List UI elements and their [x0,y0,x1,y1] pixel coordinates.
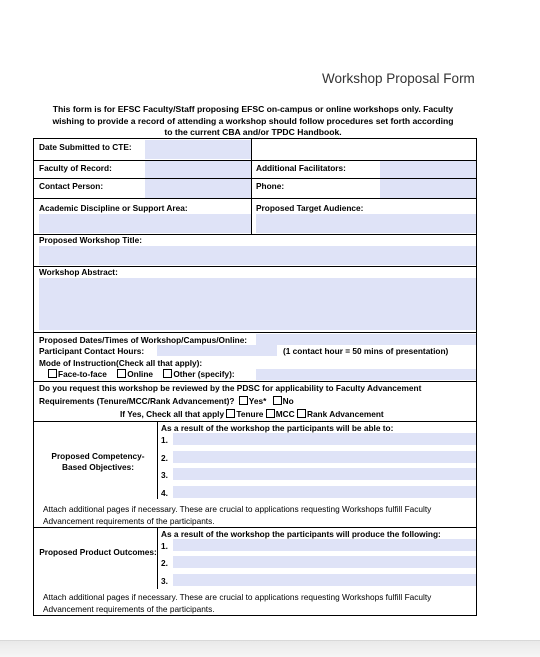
tenure-checkbox[interactable] [226,409,235,418]
contact-person-label: Contact Person: [39,181,104,191]
other-label: Other (specify): [173,369,235,379]
objective-number-1: 1. [161,435,168,445]
outcome-field-1[interactable] [173,539,476,551]
academic-discipline-field[interactable] [39,214,251,233]
contact-hours-label: Participant Contact Hours: [39,346,145,356]
other-checkbox[interactable] [163,369,172,378]
face-to-face-checkbox[interactable] [48,369,57,378]
additional-facilitators-field[interactable] [380,161,476,178]
pdsc-no-label: No [282,396,294,406]
objective-number-4: 4. [161,488,168,498]
online-label: Online [127,369,154,379]
pdsc-if-yes-label: If Yes, Check all that apply [120,409,225,419]
outcome-field-3[interactable] [173,574,476,586]
mode-options [48,369,235,379]
rank-advancement-checkbox[interactable] [297,409,306,418]
faculty-of-record-field[interactable] [145,161,251,178]
competency-attach-line-2: Advancement requirements of the participants. [43,516,215,526]
face-to-face-label: Face-to-face [58,369,107,379]
phone-label: Phone: [256,181,285,191]
intro-line-2: wishing to provide a record of attending a workshop should follow procedures set forth according [52,115,454,126]
objective-field-3[interactable] [173,468,476,480]
pdsc-yes-checkbox[interactable] [239,396,248,405]
outcomes-header: As a result of the workshop the participants will produce the following: [161,529,441,539]
workshop-abstract-field[interactable] [39,278,476,330]
objective-number-2: 2. [161,453,168,463]
pdsc-question-text: Requirements (Tenure/MCC/Rank Advancement)? [39,396,235,406]
workshop-title-label: Proposed Workshop Title: [39,235,142,245]
competency-header: As a result of the workshop the participants will be able to: [161,423,394,433]
outcome-number-3: 3. [161,576,168,586]
page-bottom-edge [0,640,540,657]
intro-line-1: This form is for EFSC Faculty/Staff proposing EFSC on-campus or online workshops only. Faculty [52,104,454,114]
target-audience-field[interactable] [256,214,476,233]
proposal-form-table [33,138,477,616]
intro-text [28,104,478,139]
dates-times-label: Proposed Dates/Times of Workshop/Campus/Online: [39,335,248,345]
outcomes-attach-line-2: Advancement requirements of the participants. [43,604,215,614]
objective-field-4[interactable] [173,486,476,498]
objective-field-1[interactable] [173,433,476,445]
mode-of-instruction-label: Mode of Instruction(Check all that apply): [39,358,203,368]
mcc-checkbox[interactable] [266,409,275,418]
intro-line-3: to the current CBA and/or TPDC Handbook. [164,127,342,138]
other-specify-field[interactable] [256,369,476,380]
workshop-abstract-label: Workshop Abstract: [39,267,118,277]
contact-person-field[interactable] [145,179,251,198]
faculty-of-record-label: Faculty of Record: [39,163,112,173]
additional-facilitators-label: Additional Facilitators: [256,163,346,173]
mcc-label: MCC [275,409,295,419]
outcomes-label: Proposed Product Outcomes: [39,547,157,557]
phone-field[interactable] [380,179,476,198]
outcome-field-2[interactable] [173,556,476,568]
pdsc-question-line-1: Do you request this workshop be reviewed by the PDSC for applicability to Faculty Advancement [39,383,422,393]
outcomes-attach-line-1: Attach additional pages if necessary. These are crucial to applications requesting Workshops fulfill Faculty [43,592,432,602]
objective-field-2[interactable] [173,451,476,463]
outcome-number-1: 1. [161,541,168,551]
date-submitted-label: Date Submitted to CTE: [39,142,132,152]
date-submitted-field[interactable] [145,140,251,159]
competency-attach-line-1: Attach additional pages if necessary. These are crucial to applications requesting Workshops fulfill Faculty [43,504,432,514]
pdsc-if-yes-row [120,409,384,419]
tenure-label: Tenure [236,409,264,419]
target-audience-label: Proposed Target Audience: [256,203,364,213]
contact-hours-note: (1 contact hour = 50 mins of presentation) [283,346,449,356]
competency-label: Proposed Competency-Based Objectives: [51,451,145,472]
dates-times-field[interactable] [256,334,476,345]
academic-discipline-label: Academic Discipline or Support Area: [39,203,188,213]
rank-advancement-label: Rank Advancement [306,409,384,419]
online-checkbox[interactable] [117,369,126,378]
objective-number-3: 3. [161,470,168,480]
workshop-title-field[interactable] [39,246,476,265]
contact-hours-field[interactable] [157,345,277,356]
pdsc-no-checkbox[interactable] [273,396,282,405]
outcome-number-2: 2. [161,558,168,568]
pdsc-question-line-2 [39,396,294,406]
form-title: Workshop Proposal Form [322,71,475,86]
pdsc-yes-label: Yes* [248,396,267,406]
